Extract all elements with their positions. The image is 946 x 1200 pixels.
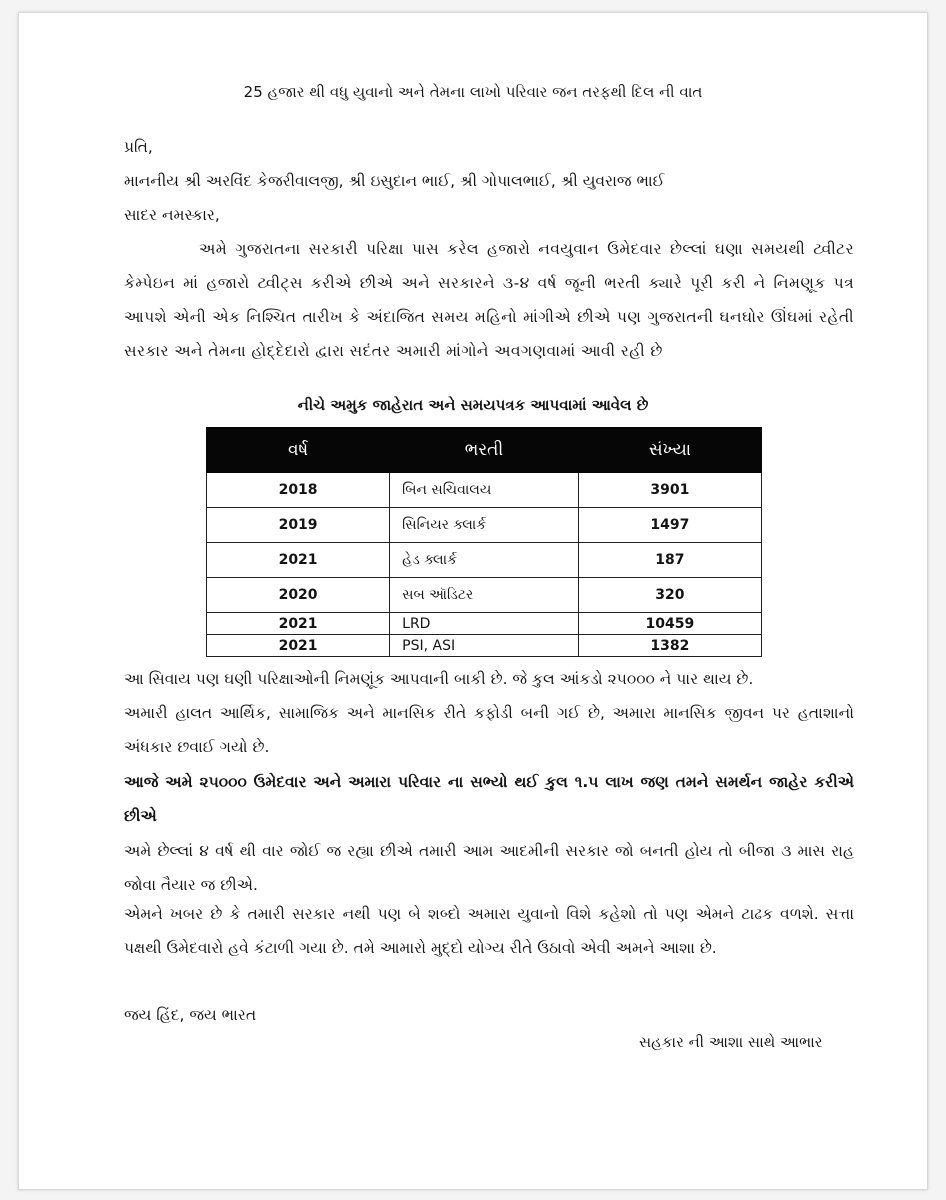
cell-year: 2020 [207,578,390,613]
cell-post: PSI, ASI [390,635,579,657]
cell-year: 2021 [207,635,390,657]
header-count: સંખ્યા [578,428,761,473]
cell-post: સબ ઑડિટર [390,578,579,613]
recruitment-table [206,427,762,657]
paragraph-waiting: અમે છેલ્લાં ૪ વર્ષ થી વાર જોઈ જ રહ્યા છીએ તમારી આમ આદમીની સરકાર જો બનતી હોય તો બીજા ૩ માસ રાહ જોવા તૈયાર જ છીએ. [124,842,854,894]
cell-count: 10459 [578,613,761,635]
paragraph-condition: અમારી હાલત આર્થિક, સામાજિક અને માનસિક રીતે કફોડી બની ગઈ છે, અમારા માનસિક જીવન પર હતાશાનો અંધકાર છવાઈ ગયો છે. [124,704,854,756]
cell-post: હેડ ક્લાર્ક [390,543,579,578]
header-year: વર્ષ [207,428,390,473]
cell-post: સિનિયર ક્લાર્ક [390,508,579,543]
table-row [207,543,762,578]
cell-count: 187 [578,543,761,578]
signoff: સહકાર ની આશા સાથે આભાર [639,1033,823,1051]
table-row [207,635,762,657]
paragraph-intro: અમે ગુજરાતના સરકારી પરિક્ષા પાસ કરેલ હજારો નવયુવાન ઉમેદવાર છેલ્લાં ઘણા સમયથી ટ્વીટર કેમ્પેઇન માં હજારો ટ્વીટ્સ કરીએ છીએ અને સરકારને ૩-૪ વર્ષ જૂની ભરતી ક્યારે પૂરી કરી ને નિમણૂક પત્ર આપશે એની એક નિશ્ચિત તારીખ કે અંદાજિત સમય મહિનો માંગીએ છીએ પણ ગુજરાતની ઘનઘોર ઊંઘમાં રહેતી સરકાર અને તેમના હોદ્દેદારો દ્વારા સદંતર અમારી માંગોને અવગણવામાં આવી રહી છે [124,240,854,360]
cell-year: 2019 [207,508,390,543]
cell-count: 1497 [578,508,761,543]
cell-post: LRD [390,613,579,635]
after-table-text: આ સિવાય પણ ઘણી પરિક્ષાઓની નિમણૂંક આપવાની બાકી છે. જે કુલ આંકડો ૨૫૦૦૦ ને પાર થાય છે. [124,670,754,688]
table-row [207,508,762,543]
addressee-line: માનનીય શ્રી અરવિંદ કેજરીવાલજી, શ્રી ઇસુદાન ભાઈ, શ્રી ગોપાલભાઈ, શ્રી યુવરાજ ભાઈ [124,172,665,190]
cell-year: 2021 [207,613,390,635]
header-recruitment: ભરતી [390,428,579,473]
table-heading: નીચે અમુક જાહેરાત અને સમયપત્રક આપવામાં આવેલ છે [297,396,649,414]
cell-count: 3901 [578,473,761,508]
letter-title: 25 હજાર થી વધુ યુવાનો અને તેમના લાખો પરિવાર જન તરફથી દિલ ની વાત [243,83,703,101]
greeting: સાદર નમસ્કાર, [124,206,220,224]
cell-count: 1382 [578,635,761,657]
table-row [207,473,762,508]
table-row [207,578,762,613]
table-row [207,613,762,635]
paragraph-support: આજે અમે ૨૫૦૦૦ ઉમેદવાર અને અમારા પરિવાર ના સભ્યો થઈ કુલ ૧.૫ લાખ જણ તમને સમર્થન જાહેર કરીએ છીએ [124,773,854,825]
cell-count: 320 [578,578,761,613]
closing-line: જય હિંદ, જય ભારત [124,1006,257,1024]
letter-page [18,12,928,1190]
paragraph-request: એમને ખબર છે કે તમારી સરકાર નથી પણ બે શબ્દો અમારા યુવાનો વિશે કહેશો તો પણ એમને ટાઢક વળશે. સત્તા પક્ષથી ઉમેદવારો હવે કંટાળી ગયા છે. તમે આમારો મુદ્દો યોગ્ય રીતે ઉઠાવો એવી અમને આશા છે. [124,905,854,957]
table-header-row [207,428,762,473]
salutation: પ્રતિ, [124,138,153,156]
cell-year: 2018 [207,473,390,508]
cell-post: બિન સચિવાલય [390,473,579,508]
cell-year: 2021 [207,543,390,578]
